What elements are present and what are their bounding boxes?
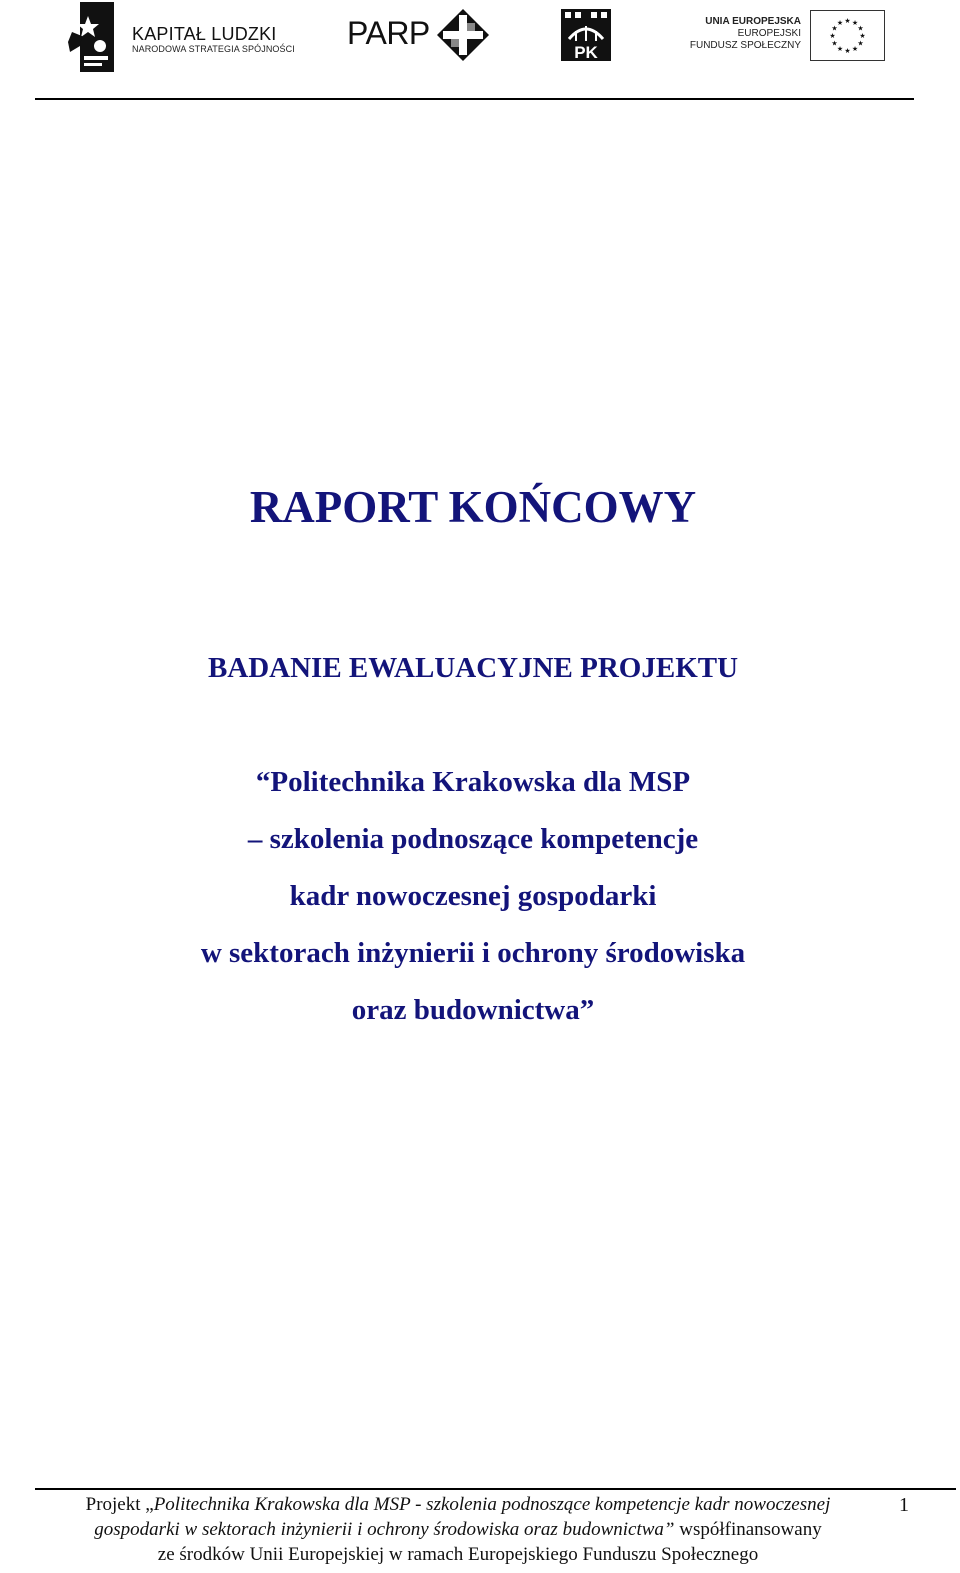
footer-divider	[35, 1488, 956, 1490]
page-number: 1	[899, 1494, 909, 1516]
eu-star-icon: ★	[829, 32, 836, 40]
footer-line-3: ze środków Unii Europejskiej w ramach Europejskiego Funduszu Społecznego	[157, 1544, 759, 1565]
eu-flag-icon	[810, 10, 885, 61]
project-line: oraz budownictwa”	[351, 994, 595, 1026]
eu-star-icon: ★	[844, 17, 851, 25]
project-name	[0, 763, 946, 1048]
eu-line-3: FUNDUSZ SPOŁECZNY	[689, 40, 801, 51]
eu-line-1: UNIA EUROPEJSKA	[705, 16, 801, 27]
report-title: RAPORT KOŃCOWY	[249, 482, 697, 532]
eu-logo-text	[670, 16, 801, 52]
project-line: “Politechnika Krakowska dla MSP	[255, 766, 691, 798]
report-subtitle: BADANIE EWALUACYJNE PROJEKTU	[207, 652, 739, 684]
eu-star-icon: ★	[831, 39, 838, 48]
kapital-ludzki-title: KAPITAŁ LUDZKI	[132, 24, 277, 44]
footer-suffix-2: współfinansowany	[674, 1519, 822, 1540]
eu-line-2: EUROPEJSKI	[737, 28, 801, 39]
project-line: w sektorach inżynierii i ochrony środowiska	[200, 937, 746, 969]
project-line: – szkolenia podnoszące kompetencje	[247, 823, 699, 855]
footer-italic-1: Politechnika Krakowska dla MSP - szkolenia podnoszące kompetencje kadr nowoczesnej	[153, 1494, 831, 1515]
parp-logo-icon	[437, 9, 489, 61]
project-line: kadr nowoczesnej gospodarki	[289, 880, 657, 912]
footer-prefix: Projekt „	[85, 1494, 154, 1515]
footer-italic-2: gospodarki w sektorach inżynierii i ochrony środowiska oraz budownictwa”	[94, 1519, 675, 1540]
eu-star-icon: ★	[851, 19, 859, 27]
eu-star-icon: ★	[851, 45, 859, 53]
footer-text	[28, 1492, 888, 1567]
pk-logo-icon	[561, 9, 611, 61]
header-divider	[35, 98, 914, 100]
eu-star-icon: ★	[836, 45, 844, 53]
kapital-ludzki-logo-icon	[66, 2, 116, 72]
parp-logo-text: PARP	[347, 15, 430, 51]
eu-star-icon: ★	[844, 47, 851, 55]
kapital-ludzki-logo-text	[132, 24, 295, 55]
eu-star-icon: ★	[836, 19, 844, 27]
eu-star-icon: ★	[859, 32, 866, 40]
eu-star-icon: ★	[831, 24, 838, 33]
pk-logo-label: PK	[574, 43, 598, 61]
eu-star-icon: ★	[857, 24, 864, 33]
footer-line-2	[28, 1517, 888, 1542]
kapital-ludzki-subtitle: NARODOWA STRATEGIA SPÓJNOŚCI	[132, 44, 295, 54]
eu-star-icon: ★	[857, 39, 864, 48]
footer-line-1	[28, 1492, 888, 1517]
